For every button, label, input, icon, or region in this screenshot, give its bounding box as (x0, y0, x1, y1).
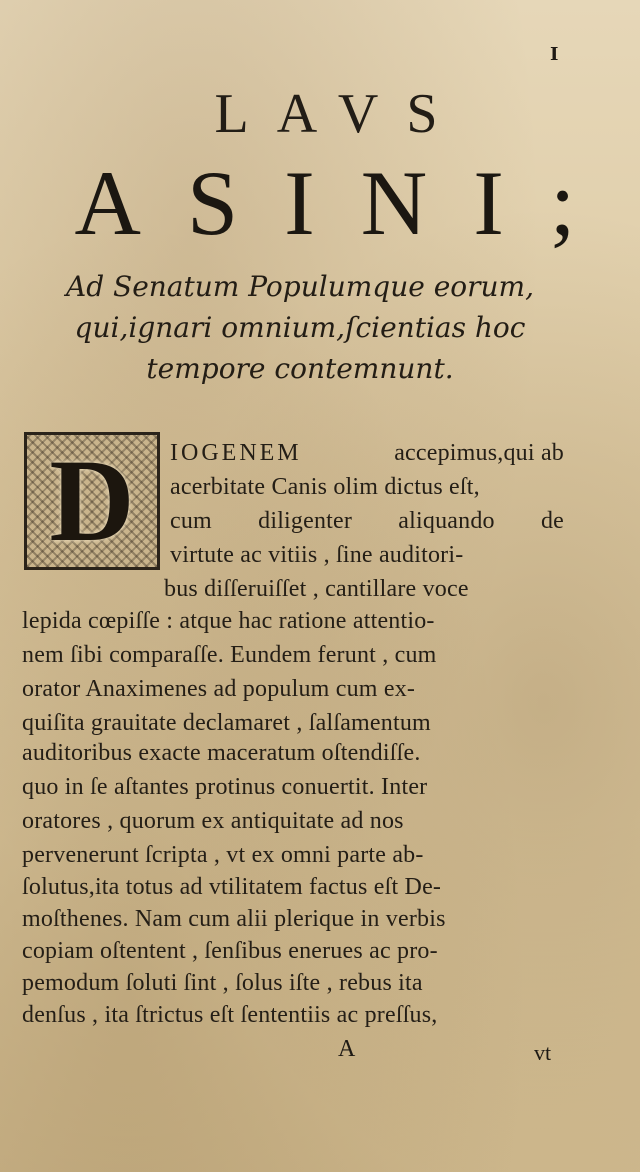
initial-letter: D (49, 435, 135, 566)
body-line: cum diligenter aliquando de (170, 508, 564, 534)
body-line: quiſita grauitate declamaret , ſalſamentum (22, 710, 431, 736)
subtitle-line: Ad Senatum Populumque eorum, (65, 270, 535, 303)
title-line-1: LAVS (214, 83, 466, 145)
page-number: I (550, 44, 559, 65)
body-line: accepimus,qui ab (394, 440, 564, 466)
title-line-2: ASINI; (74, 152, 622, 254)
body-line: lepida cœpiſſe : atque hac ratione attentio- (22, 608, 435, 634)
body-line: auditoribus exacte maceratum oſtendiſſe. (22, 740, 421, 766)
body-line: ſolutus,ita totus ad vtilitatem factus eſt De- (22, 874, 442, 900)
body-line: virtute ac vitiis , ſine auditori- (170, 542, 464, 568)
body-line: pervenerunt ſcripta , vt ex omni parte ab- (22, 842, 424, 868)
decorated-initial (24, 432, 160, 570)
subtitle-line: qui,ignari omnium,ſcientias hoc (74, 311, 526, 344)
body-line: oratores , quorum ex antiquitate ad nos (22, 808, 404, 834)
catchword: vt (534, 1040, 552, 1065)
body-line: moſthenes. Nam cum alii plerique in verbis (22, 906, 446, 932)
body-line: denſus , ita ſtrictus eſt ſententiis ac preſſus, (22, 1002, 438, 1028)
subtitle-line: tempore contemnunt. (146, 352, 454, 385)
signature-mark: A (338, 1036, 356, 1062)
body-line: orator Anaximenes ad populum cum ex- (22, 676, 416, 702)
body-line: acerbitate Canis olim dictus eſt, (170, 474, 480, 500)
body-line: bus diſſeruiſſet , cantillare voce (164, 576, 469, 602)
subtitle (20, 266, 580, 389)
body-line: copiam oſtentent , ſenſibus enerues ac pro- (22, 938, 438, 964)
body-line: nem ſibi comparaſſe. Eundem ferunt , cum (22, 642, 437, 668)
first-word: IOGENEM (170, 440, 302, 466)
body-line: quo in ſe aſtantes protinus conuertit. Inter (22, 774, 428, 800)
body-line: pemodum ſoluti ſint , ſolus iſte , rebus ita (22, 970, 423, 996)
